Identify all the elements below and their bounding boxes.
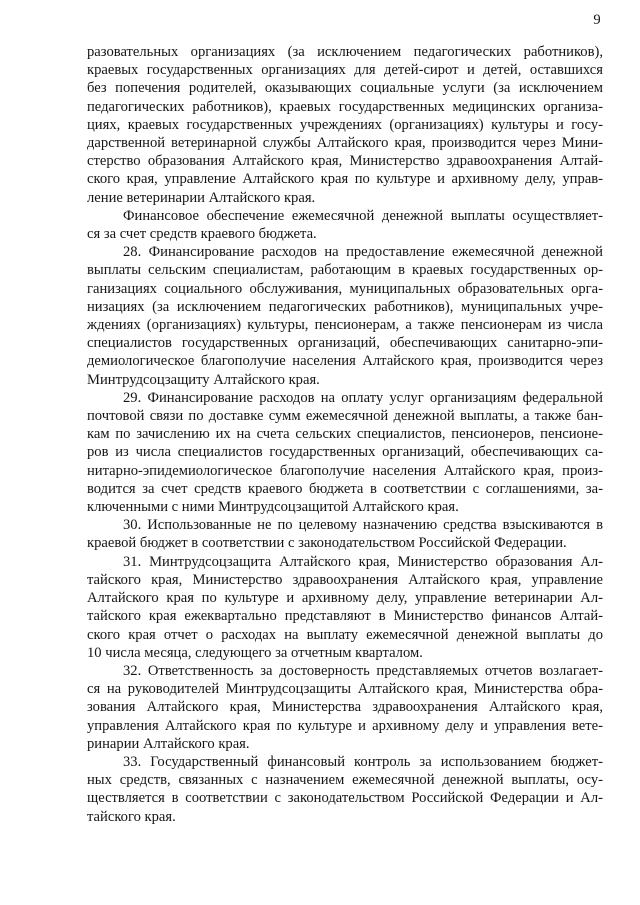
text-line: тайского края ежеквартально представляют в Министерство финансов Алтай- xyxy=(87,608,603,625)
text-line: разовательных организациях (за исключением педагогических работников), xyxy=(87,44,603,60)
text-line: 10 числа месяца, следующего за отчетным кварталом. xyxy=(87,644,423,661)
paragraph-continuation xyxy=(87,43,603,207)
text-line: низациях (за исключением педагогических работников), муниципальных учре- xyxy=(87,298,603,315)
text-line: ринарии Алтайского края. xyxy=(87,735,250,752)
text-line: нитарно-эпидемиологическое благополучие населения Алтайского края, произ- xyxy=(87,462,603,479)
text-line: 28. Финансирование расходов на предоставление ежемесячной денежной xyxy=(123,244,603,261)
text-line: дарственной ветеринарной службы Алтайского края, производится через Мини- xyxy=(87,135,603,152)
text-line: ных средств, связанных с назначением ежемесячной денежной выплаты, осу- xyxy=(87,772,603,789)
text-line: ждениях (организациях) культуры, пенсионерам, а также пенсионерам из числа xyxy=(87,317,603,334)
paragraph-clause-28 xyxy=(87,243,603,389)
paragraph-clause-32 xyxy=(87,662,603,753)
text-line: Минтрудсоцзащиту Алтайского края. xyxy=(87,371,320,388)
text-line: специалистов государственных организаций, обеспечивающих санитарно-эпи- xyxy=(87,335,603,352)
text-line: 32. Ответственность за достоверность представляемых отчетов возлагает- xyxy=(123,662,603,679)
paragraph-funding-source xyxy=(87,207,603,243)
paragraph-clause-33 xyxy=(87,753,603,826)
text-line: тайского края, Министерство здравоохранения Алтайского края, управление xyxy=(87,571,603,588)
text-line: 29. Финансирование расходов на оплату услуг организациям федеральной xyxy=(123,389,603,406)
text-line: педагогических работников), краевых государственных медицинских организа- xyxy=(87,98,603,115)
text-line: ся за счет средств краевого бюджета. xyxy=(87,226,317,243)
text-line: ганизациях социального обслуживания, муниципальных образовательных орга- xyxy=(87,280,603,297)
text-line: ров из числа специалистов государственных организаций, обеспечивающих са- xyxy=(87,444,603,461)
text-line: тайского края. xyxy=(87,808,176,825)
text-line: зования Алтайского края, Министерства здравоохранения Алтайского края, xyxy=(87,699,603,716)
text-line: 30. Использованные не по целевому назначению средства взыскиваются в xyxy=(123,517,603,534)
page-number: 9 xyxy=(593,12,601,28)
text-line: кам по зачислению их на счета сельских специалистов, пенсионеров, пенсионе- xyxy=(87,426,603,443)
paragraph-clause-29 xyxy=(87,389,603,516)
text-line: 31. Минтрудсоцзащита Алтайского края, Министерство образования Ал- xyxy=(123,553,603,570)
text-line: краевых государственных организациях для детей-сирот и детей, оставшихся xyxy=(87,62,603,79)
text-line: выплаты сельским специалистам, работающим в краевых государственных ор- xyxy=(87,262,603,279)
text-line: водится за счет средств краевого бюджета в соответствии с соглашениями, за- xyxy=(87,480,603,497)
text-line: ление ветеринарии Алтайского края. xyxy=(87,189,316,206)
text-line: без попечения родителей, оказывающих социальные услуги (за исключением xyxy=(87,80,603,97)
paragraph-clause-31 xyxy=(87,553,603,662)
text-line: ключенными с ними Минтрудсоцзащитой Алтайского края. xyxy=(87,499,459,516)
text-line: ся на руководителей Минтрудсоцзащиты Алтайского края, Министерства обра- xyxy=(87,681,603,698)
text-line: Финансовое обеспечение ежемесячной денежной выплаты осуществляет- xyxy=(123,207,603,224)
text-line: ского края отчет о расходах на выплату ежемесячной денежной выплаты до xyxy=(87,626,603,643)
text-line: ществляется в соответствии с законодательством Российской Федерации и Ал- xyxy=(87,790,603,807)
text-line: почтовой связи по доставке сумм ежемесячной денежной выплаты, а также бан- xyxy=(87,408,603,425)
text-line: управления Алтайского края по культуре и архивному делу и управления вете- xyxy=(87,717,603,734)
paragraph-clause-30 xyxy=(87,516,603,552)
text-line: Алтайского края по культуре и архивному делу, управление ветеринарии Ал- xyxy=(87,590,603,607)
text-line: циях, краевых государственных учреждениях (организациях) культуры и госу- xyxy=(87,116,603,133)
text-line: демиологическое благополучие населения Алтайского края, производится через xyxy=(87,353,603,370)
document-body xyxy=(87,43,603,826)
text-line: ского края, управление Алтайского края по культуре и архивному делу, управ- xyxy=(87,171,603,188)
text-line: краевой бюджет в соответствии с законодательством Российской Федерации. xyxy=(87,535,567,552)
text-line: стерство образования Алтайского края, Министерство здравоохранения Алтай- xyxy=(87,153,603,170)
text-line: 33. Государственный финансовый контроль за использованием бюджет- xyxy=(123,753,603,770)
